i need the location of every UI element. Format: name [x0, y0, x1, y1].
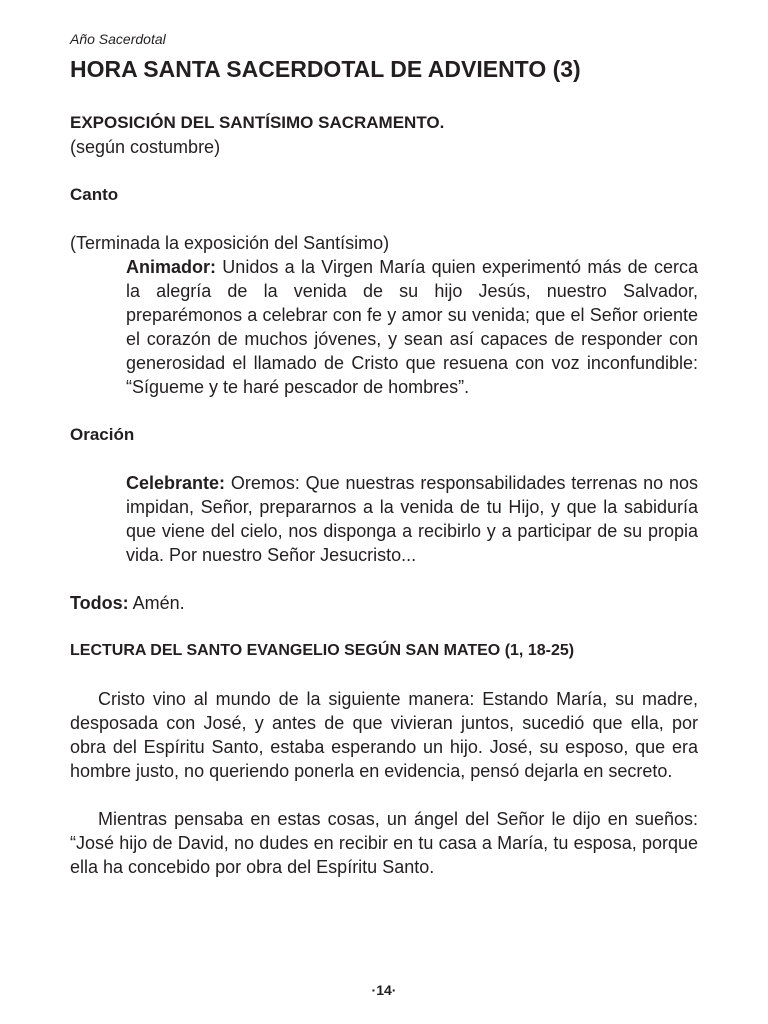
animador-paragraph [126, 255, 698, 399]
animador-intro: (Terminada la exposición del Santísimo) [70, 233, 390, 253]
running-head: Año Sacerdotal [70, 31, 166, 47]
gospel-paragraph-2: Mientras pensaba en estas cosas, un ángel del Señor le dijo en sueños: “José hijo de David, no dudes en recibir en tu casa a María, tu esposa, porque ella ha concebido por obra del Espíritu Santo. [70, 809, 698, 877]
gospel-paragraph-1: Cristo vino al mundo de la siguiente manera: Estando María, su madre, desposada con José, y antes de que vivieran juntos, sucedió que ella, por obra del Espíritu Santo, estaba esperando un hijo. José, su esposo, que era hombre justo, no queriendo ponerla en evidencia, pensó dejarla en secreto. [70, 689, 698, 781]
page-title: HORA SANTA SACERDOTAL DE ADVIENTO (3) [70, 56, 581, 82]
animador-text: Unidos a la Virgen María quien experimentó más de cerca la alegría de la venida de su hijo Jesús, nuestro Salvador, preparémonos a celebrar con fe y amor su venida; que el Señor oriente el corazón de muchos jóvenes, y sean así capaces de responder con generosidad el llamado de Cristo que resuena con voz inconfundible: “Sígueme y te haré pescador de hombres”. [126, 257, 698, 397]
oracion-heading: Oración [70, 425, 135, 444]
todos-speaker: Todos: [70, 593, 129, 613]
todos-text: Amén. [128, 593, 185, 613]
celebrante-speaker: Celebrante: [126, 473, 226, 493]
page-number: ·14· [371, 982, 397, 998]
celebrante-text: Oremos: Que nuestras responsabilidades terrenas no nos impidan, Señor, prepararnos a la venida de tu Hijo, y que la sabiduría que viene del cielo, nos disponga a recibirlo y a participar de su propia vida. Por nuestro Señor Jesucristo... [126, 473, 698, 565]
exposition-note: (según costumbre) [70, 137, 221, 157]
canto-heading: Canto [70, 185, 119, 204]
animador-speaker: Animador: [126, 257, 216, 277]
celebrante-paragraph [126, 471, 698, 567]
document-page [70, 29, 698, 879]
exposition-heading: EXPOSICIÓN DEL SANTÍSIMO SACRAMENTO. [70, 113, 445, 132]
gospel-heading: LECTURA DEL SANTO EVANGELIO SEGÚN SAN MATEO (1, 18-25) [70, 642, 575, 659]
todos-line [70, 591, 698, 615]
